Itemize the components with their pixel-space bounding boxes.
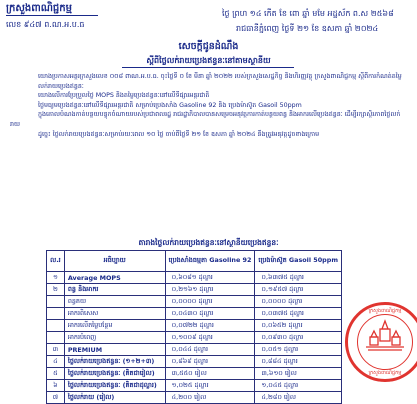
row-gasoil-price: ០,០៩៣០ ដុល្លារ [255,332,342,344]
table-row [47,332,342,344]
row-gasoline-price: ០,០៤៤ ដុល្លារ [165,344,255,356]
row-gasoil-price: ០,០៣៧៥ ដុល្លារ [255,308,342,320]
seal-text-top: ក្រសួងពាណិជ្ជកម្ម [368,308,402,314]
table-row [47,308,342,320]
notice-paragraph: យោងលើការប្រែប្រួលថ្លៃ MOPS និងតម្លៃប្រេងឥន្ធនៈនៅលើទីផ្សារអន្តរជាតិ [38,92,210,100]
row-item: ថ្លៃលក់រាយប្រេងឥន្ធនៈ (គិតជាដុល្លារ) [64,380,165,392]
row-index: ៥ [47,368,65,380]
row-index [47,308,65,320]
row-gasoline-price: ០,៨៦៩ ដុល្លារ [165,356,255,368]
row-index [47,320,65,332]
row-gasoline-price: ០,១០០៩ ដុល្លារ [165,332,255,344]
row-gasoil-price: ០,១៩៥៧ ដុល្លារ [255,284,342,296]
table-row [47,344,342,356]
row-index: ៤ [47,356,65,368]
row-index: ២ [47,284,65,296]
row-item: ថ្លៃលក់រាយ (រៀល) [64,392,165,404]
row-item: PREMIUM [64,344,165,356]
notice-paragraph: ដូច្នេះ ថ្លៃលក់រាយប្រេងឥន្ធនៈសម្រាប់រយៈពេល ១០ ថ្ងៃ ចាប់ពីថ្ងៃទី ២១ ខែ ឧសភា ឆ្នាំ ២០២៤ នឹងត្រូវអនុវត្តដូចខាងក្រោម [38,130,320,138]
notice-title: សេចក្ដីជូនដំណឹង [178,41,239,52]
row-item: Average MOPS [64,272,165,284]
lunar-date: ថ្ងៃ ព្រហ ១៤ កើត ខែ ពោ ឆ្នាំ មមែ អដ្ឋស័ក ព.ស ២៥៦៨ [222,9,394,18]
seal-text-bottom: ក្រសួងពាណិជ្ជកម្ម [368,370,402,376]
row-gasoline-price: ៣,៥៥០ រៀល [165,368,255,380]
row-index: ៣ [47,344,65,356]
row-gasoline-price: ០,០៤៣០ ដុល្លារ [165,308,255,320]
notice-subtitle: ស្ដីពីថ្លៃលក់រាយប្រេងឥន្ធនៈនៅតាមស្ថានីយ [146,56,271,65]
row-gasoil-price: ១,០៤៥ ដុល្លារ [255,380,342,392]
row-gasoil-price: ០,៦៣៧៥ ដុល្លារ [255,272,342,284]
column-header-gasoil: ប្រេងម៉ាស៊ូត Gasoil 50ppm [255,251,342,272]
notice-paragraph: យោងប្រកាសអន្តរក្រសួងលេខ ០០៨ ពាណ.អ.ប.ធ. ចុះថ្ងៃទី ០ ខែ មីនា ឆ្នាំ ២០២២ របស់ក្រសួងសេដ្ឋកិច្ច និងហិរញ្ញវត្ថុ ក្រសួងពាណិជ្ជកម្ម ស្ដីពីការកំណត់តម្លៃលក់រាយប្រេងឥន្ធនៈ [38,73,402,90]
row-index: ៧ [47,392,65,404]
fuel-price-table [46,250,342,404]
table-row [47,320,342,332]
row-index: ៦ [47,380,65,392]
official-seal [345,302,417,382]
row-index: ១ [47,272,65,284]
row-item: អាករពិសេស [64,308,165,320]
row-gasoline-price: ០,៦០៨១ ដុល្លារ [165,272,255,284]
row-gasoline-price: ០,០៧២២ ដុល្លារ [165,320,255,332]
table-row [47,284,342,296]
angkor-emblem-icon [362,317,408,359]
row-index [47,296,65,308]
row-item: ពន្ធ និងអាករ [64,284,165,296]
row-item: ថ្លៃលក់រាយប្រេងឥន្ធនៈ (គិតជារៀល) [64,368,165,380]
row-gasoil-price: ០,៨៨៤ ដុល្លារ [255,356,342,368]
row-index [47,332,65,344]
row-gasoil-price: ០,០៦៥២ ដុល្លារ [255,320,342,332]
reference-number: លេខ ៩៤៧ ព.ណ.អ.ប.ធ [6,20,85,29]
row-gasoline-price: ១,០២៥ ដុល្លារ [165,380,255,392]
table-row [47,272,342,284]
table-row [47,368,342,380]
table-row [47,356,342,368]
column-header-item: អធិប្បាយ [64,251,165,272]
notice-paragraph: ថ្លៃមធ្យមប្រេងឥន្ធនៈនៅលើទីផ្សារអន្តរជាតិ សម្រាប់ប្រេងសាំង Gasoline 92 និង ប្រេងម៉ាស៊ូត Gasoil 50ppm [38,101,302,109]
subtitle-underline [122,67,294,68]
row-gasoil-price: ៤,២៨០ រៀល [255,392,342,404]
table-body [47,272,342,404]
row-item: ថ្លៃលក់រាយប្រេងឥន្ធនៈ (១+២+៣) [64,356,165,368]
notice-body [10,72,410,139]
table-title: តារាងថ្លៃលក់រាយប្រេងឥន្ធនៈនៅស្ថានីយប្រេងឥន្ធនៈ [138,238,279,247]
row-gasoil-price: ៣,៦១០ រៀល [255,368,342,380]
ministry-name: ក្រសួងពាណិជ្ជកម្ម [6,3,72,14]
row-gasoline-price: ៤,២០០ រៀល [165,392,255,404]
row-gasoil-price: ០,០៥១ ដុល្លារ [255,344,342,356]
place-and-date: រាជធានីភ្នំពេញ ថ្ងៃទី ២១ ខែ ឧសភា ឆ្នាំ ២០២៤ [236,24,379,33]
ministry-underline [6,15,98,16]
column-header-gasoline: ប្រេងសាំងធម្មតា Gasoline 92 [165,251,255,272]
row-gasoline-price: ០,០០០០ ដុល្លារ [165,296,255,308]
table-header-row [47,251,342,272]
table-row [47,296,342,308]
row-gasoil-price: ០,០០០០ ដុល្លារ [255,296,342,308]
notice-paragraph: ក្នុងគោលបំណងកាត់បន្ថយបន្ទុកចំណាយរបស់ប្រជាពលរដ្ឋ រាជរដ្ឋាភិបាលបានសម្រេចអនុវត្តការកាត់បន្ថយពន្ធ និងអាករលើប្រេងឥន្ធនៈ ដើម្បីរក្សាស្ថិរភាពថ្លៃលក់រាយ [10,111,401,128]
column-header-index: ល.រ [47,251,65,272]
row-gasoline-price: ០,២១៦១ ដុល្លារ [165,284,255,296]
table-row [47,380,342,392]
row-item: អាករលើតម្លៃបន្ថែម [64,320,165,332]
table-row [47,392,342,404]
row-item: ពន្ធគយ [64,296,165,308]
row-item: អាករបំពេញ [64,332,165,344]
